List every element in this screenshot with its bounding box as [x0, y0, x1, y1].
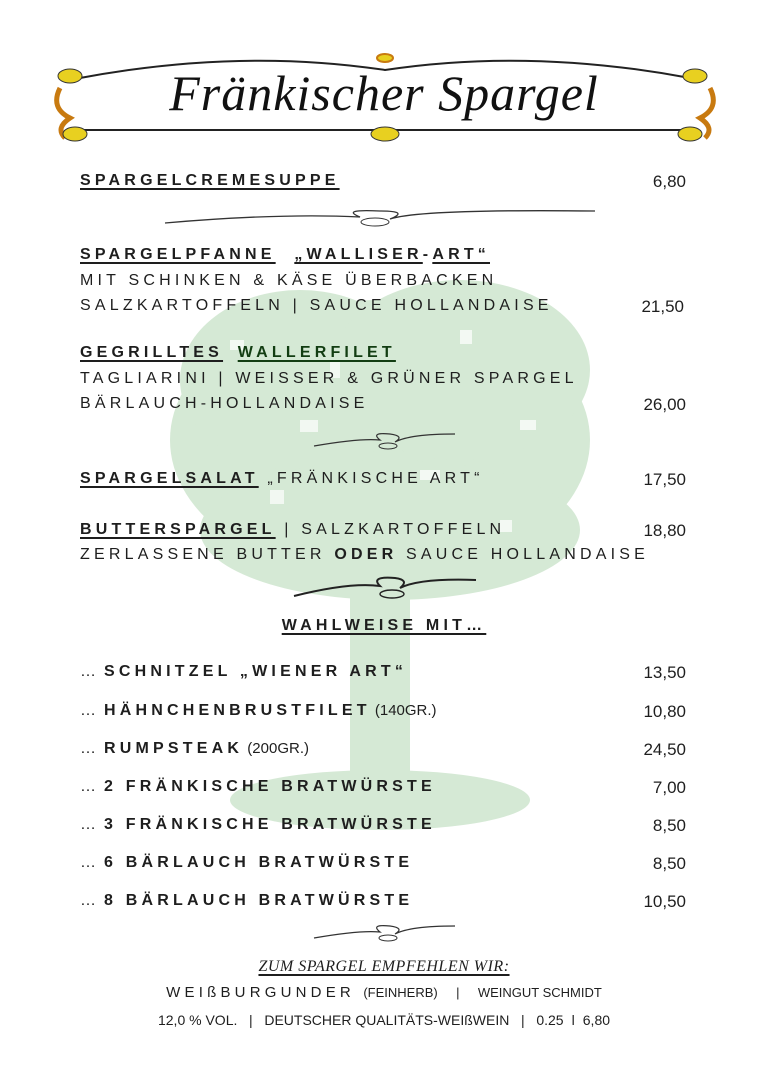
dish-row — [80, 344, 686, 362]
dish-description: | SALZKARTOFFELN — [275, 521, 506, 538]
separator: | — [456, 985, 460, 1000]
description-part: ODER — [334, 546, 398, 563]
options-heading — [0, 617, 768, 635]
option-name: SCHNITZEL „WIENER ART“ — [104, 663, 408, 680]
wine-heading — [0, 958, 768, 976]
dish-name-part: ART“ — [432, 246, 490, 263]
option-price: 8,50 — [652, 816, 686, 835]
dish-name: SPARGELSALAT — [80, 470, 259, 487]
option-row — [80, 854, 686, 872]
dish-name-part: „WALLISER — [294, 246, 423, 263]
option-name: 8 BÄRLAUCH BRATWÜRSTE — [104, 892, 414, 909]
description-part: SAUCE HOLLANDAISE — [397, 546, 649, 563]
option-row — [80, 740, 686, 758]
option-note: (200GR.) — [243, 740, 309, 757]
option-price: 24,50 — [643, 740, 686, 759]
dish-row — [80, 395, 686, 413]
dish-description — [80, 546, 686, 564]
option-name: 3 FRÄNKISCHE BRATWÜRSTE — [104, 816, 436, 833]
wine-name-row — [0, 984, 768, 1001]
option-price: 7,00 — [652, 778, 686, 797]
dish-price: 6,80 — [652, 172, 686, 191]
option-row — [80, 663, 686, 681]
dish-name-part: SPARGELPFANNE — [80, 246, 276, 263]
dish-row — [80, 246, 686, 264]
description-part: ZERLASSENE BUTTER — [80, 546, 335, 563]
option-name: RUMPSTEAK — [104, 740, 244, 757]
ellipsis-prefix: … — [80, 892, 96, 909]
ellipsis-prefix: … — [80, 816, 96, 833]
option-price: 10,80 — [643, 702, 686, 721]
dish-row — [80, 470, 686, 488]
dish-row — [80, 172, 686, 190]
wine-name: WEIßBURGUNDER — [166, 984, 355, 1001]
dish-description: TAGLIARINI | WEISSER & GRÜNER SPARGEL — [80, 370, 578, 387]
ellipsis-prefix: … — [80, 740, 96, 757]
ellipsis-prefix: … — [80, 854, 96, 871]
dish-name: SPARGELCREMESUPPE — [80, 172, 340, 189]
wine-winery: WEINGUT SCHMIDT — [477, 985, 602, 1000]
dish-price: 26,00 — [643, 395, 686, 414]
ellipsis-prefix: … — [80, 778, 96, 795]
dish-price: 17,50 — [643, 470, 686, 489]
dish-row — [80, 297, 686, 315]
dish-description: MIT SCHINKEN & KÄSE ÜBERBACKEN — [80, 272, 498, 289]
option-note: (140GR.) — [370, 702, 437, 719]
wine-heading-text: ZUM SPARGEL EMPFEHLEN WIR: — [258, 958, 510, 975]
dish-row — [80, 521, 686, 539]
dish-price: 18,80 — [643, 521, 686, 540]
option-row — [80, 702, 686, 720]
dish-price: 21,50 — [641, 297, 684, 316]
option-row — [80, 778, 686, 796]
dish-description: BÄRLAUCH-HOLLANDAISE — [80, 395, 369, 412]
flourish-divider-icon — [310, 922, 460, 944]
flourish-divider-icon — [290, 574, 480, 602]
wine-style: (FEINHERB) — [363, 985, 438, 1000]
flourish-divider-icon — [160, 205, 600, 229]
flourish-divider-icon — [310, 430, 460, 452]
option-row — [80, 816, 686, 834]
option-name: 2 FRÄNKISCHE BRATWÜRSTE — [104, 778, 436, 795]
dish-description: SALZKARTOFFELN | SAUCE HOLLANDAISE — [80, 297, 553, 314]
option-price: 10,50 — [643, 892, 686, 911]
option-price: 8,50 — [652, 854, 686, 873]
ellipsis-prefix: … — [80, 663, 96, 680]
wine-details: 12,0 % VOL. | DEUTSCHER QUALITÄTS-WEIßWEIN | 0.25 ǀ 6,80 — [157, 1012, 611, 1028]
dish-name-part: WALLERFILET — [237, 344, 396, 361]
option-name: HÄHNCHENBRUSTFILET — [104, 702, 371, 719]
option-price: 13,50 — [643, 663, 686, 682]
options-heading-text: WAHLWEISE MIT… — [281, 617, 487, 634]
dish-style: „FRÄNKISCHE ART“ — [258, 470, 484, 487]
ellipsis-prefix: … — [80, 702, 96, 719]
dish-name-part: GEGRILLTES — [80, 344, 224, 361]
dish-name: BUTTERSPARGEL — [80, 521, 276, 538]
page-title: Fränkischer Spargel — [169, 65, 599, 121]
dish-name-part: - — [422, 246, 433, 263]
option-name: 6 BÄRLAUCH BRATWÜRSTE — [104, 854, 414, 871]
option-row — [80, 892, 686, 910]
